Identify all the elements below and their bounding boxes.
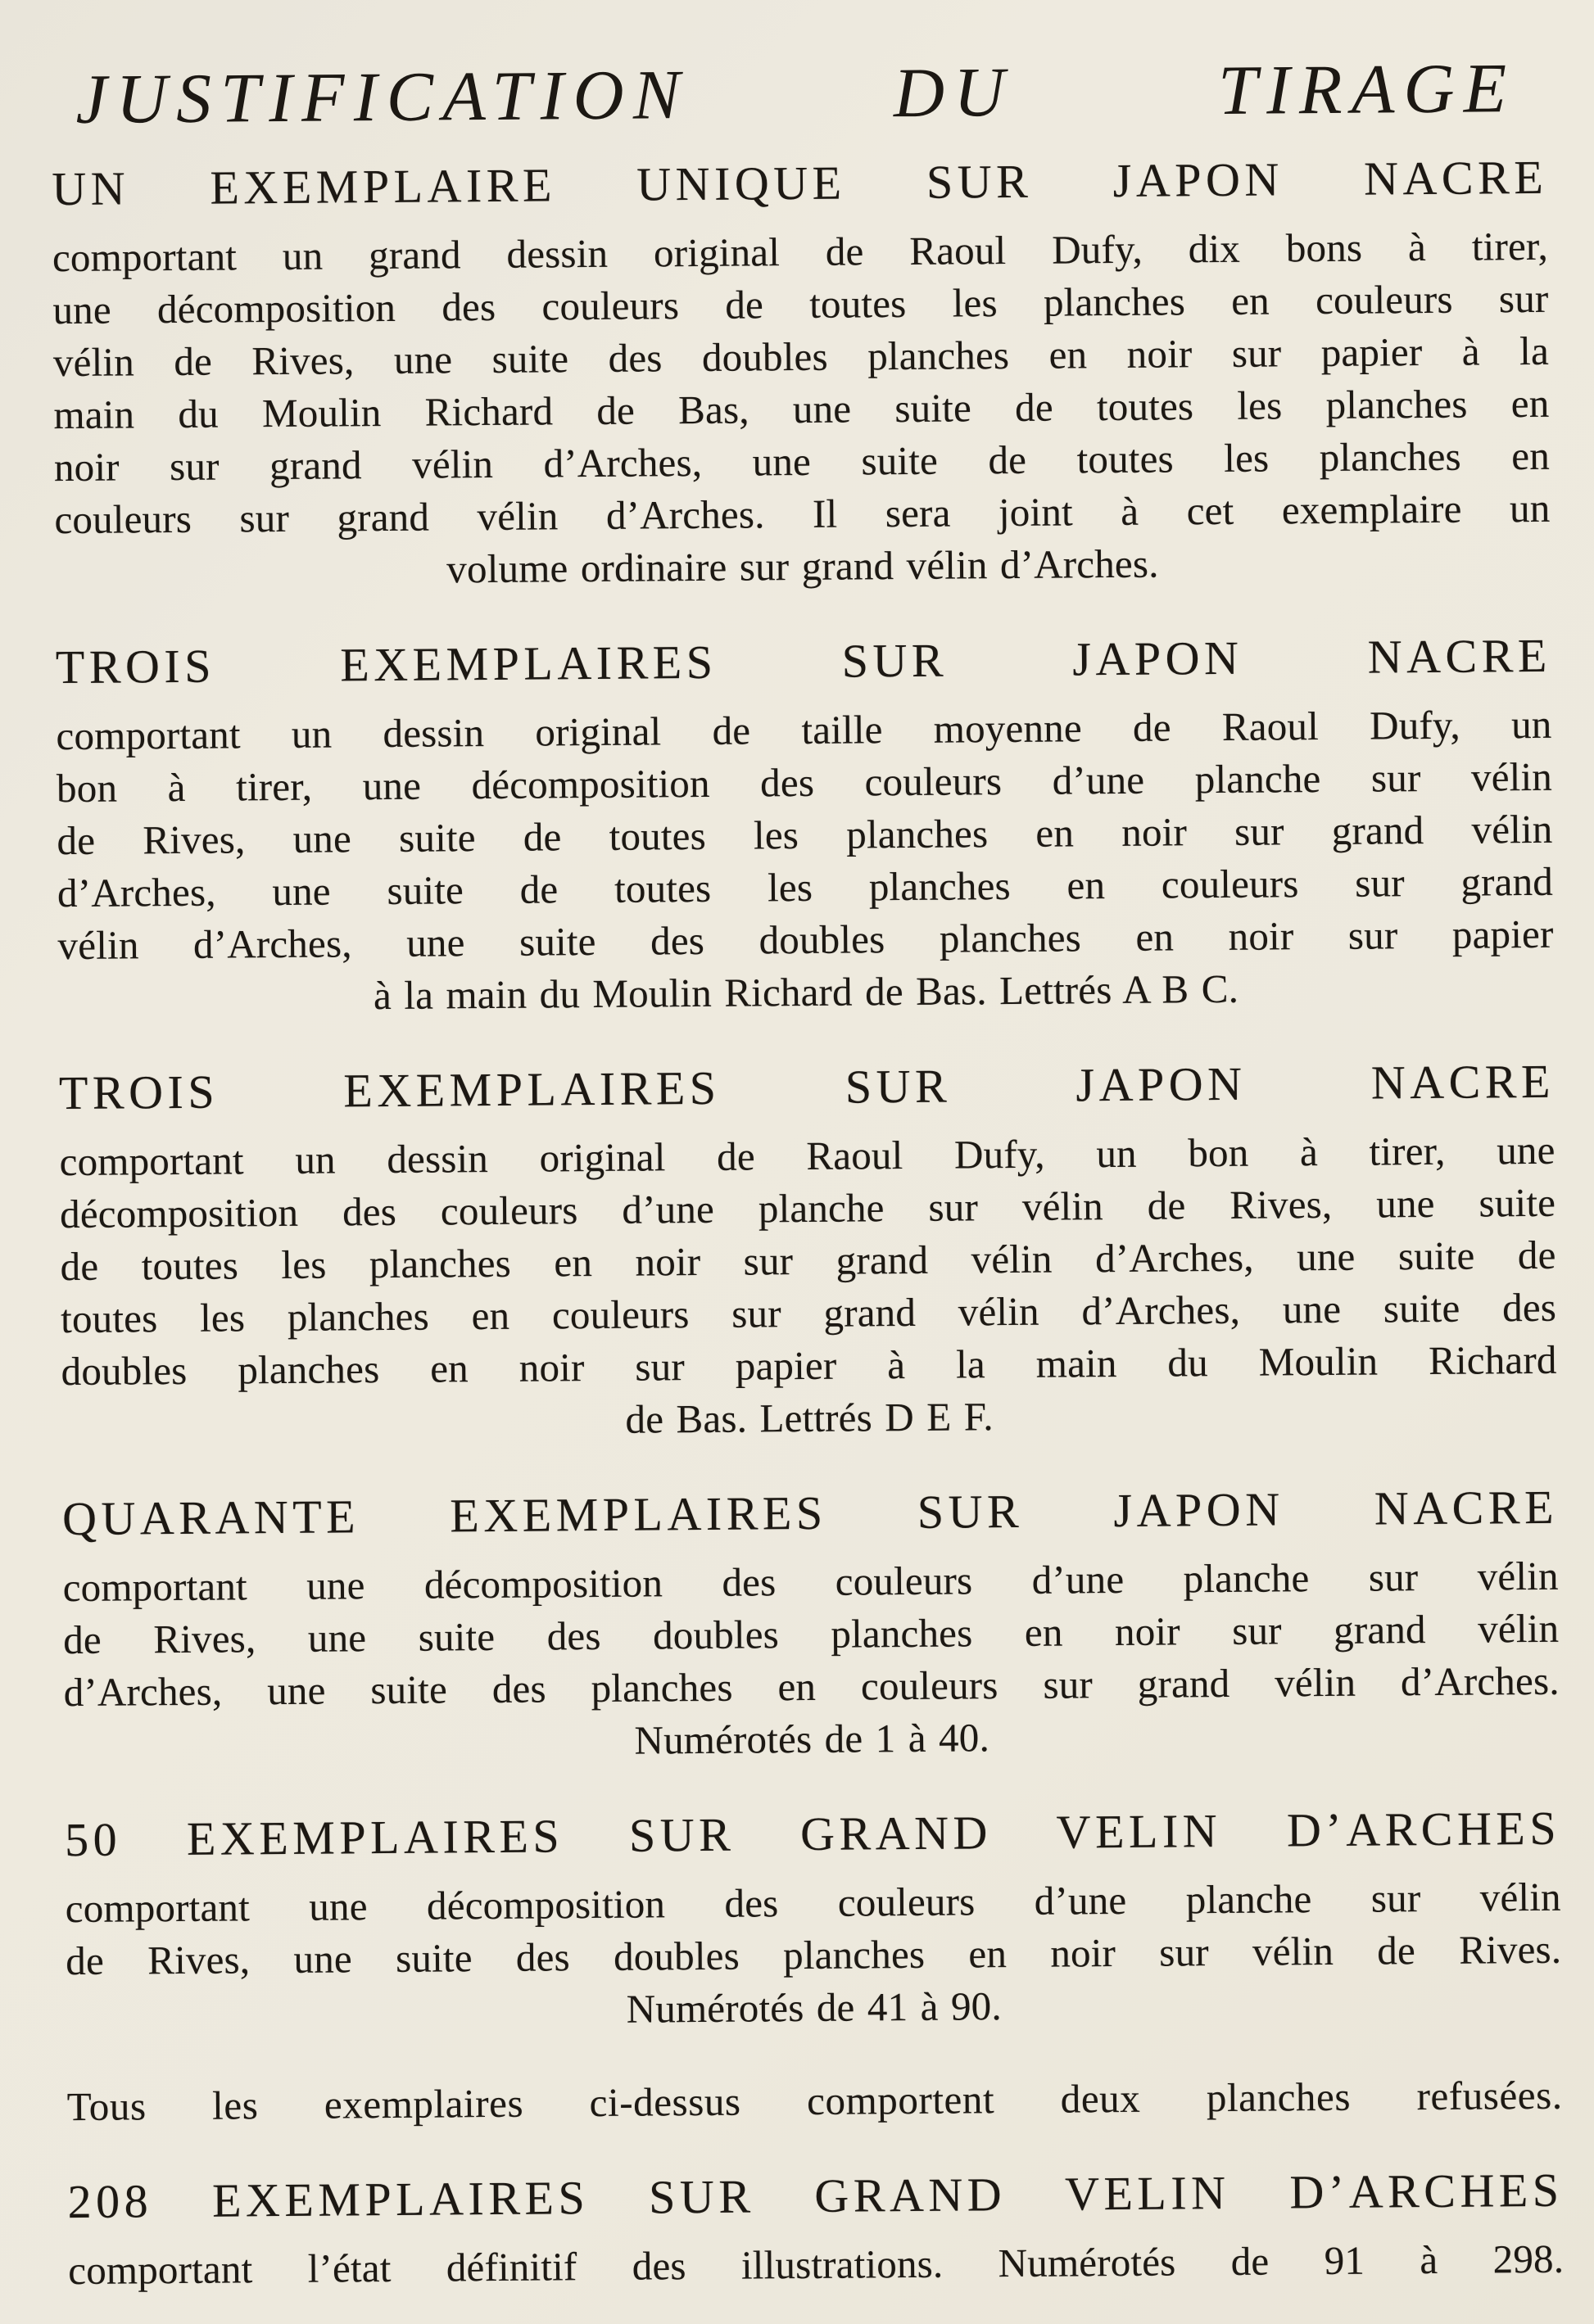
text-line: de Bas. Lettrés D E F. <box>625 1394 994 1442</box>
section-heading: TROIS EXEMPLAIRES SUR JAPON NACRE <box>58 1054 1556 1120</box>
text-line: comportant un grand dessin original de Raoul Dufy, dix bons à tirer, <box>52 223 1549 281</box>
section-heading: 50 EXEMPLAIRES SUR GRAND VELIN D’ARCHES <box>64 1801 1561 1867</box>
colophon-section <box>52 150 1551 599</box>
text-line: comportant un dessin original de Raoul Dufy, un bon à tirer, une <box>59 1127 1556 1185</box>
text-line: comportant un dessin original de taille moyenne de Raoul Dufy, un <box>56 701 1552 759</box>
colophon-section <box>59 1054 1558 1450</box>
page-content <box>51 45 1564 2297</box>
text-line: toutes les planches en couleurs sur grand vélin d’Arches, une suite des <box>60 1284 1557 1342</box>
colophon-section <box>56 628 1555 1024</box>
text-line: main du Moulin Richard de Bas, une suite de toutes les planches en <box>53 380 1550 438</box>
text-line: de Rives, une suite des doubles planches en noir sur vélin de Rives. <box>66 1926 1562 1984</box>
text-line: comportant une décomposition des couleurs d’une planche sur vélin <box>62 1553 1559 1611</box>
text-line: de Rives, une suite des doubles planches en noir sur grand vélin <box>62 1605 1560 1663</box>
section-heading: TROIS EXEMPLAIRES SUR JAPON NACRE <box>55 628 1552 694</box>
text-line: Numérotés de 41 à 90. <box>626 1983 1003 2032</box>
colophon-section <box>65 1801 1562 2040</box>
text-line: couleurs sur grand vélin d’Arches. Il sera joint à cet exemplaire un <box>54 485 1551 543</box>
text-line: d’Arches, une suite de toutes les planches en couleurs sur grand <box>57 858 1554 916</box>
text-line: doubles planches en noir sur papier à la main du Moulin Richard <box>61 1336 1557 1395</box>
text-line: décomposition des couleurs d’une planche sur vélin de Rives, une suite <box>59 1179 1556 1237</box>
text-line: à la main du Moulin Richard de Bas. Lettrés A B C. <box>373 965 1239 1019</box>
section-heading: 208 EXEMPLAIRES SUR GRAND VELIN D’ARCHES <box>67 2163 1564 2229</box>
text-line: de toutes les planches en noir sur grand vélin d’Arches, une suite de <box>60 1232 1556 1290</box>
colophon-section <box>62 1480 1560 1771</box>
text-line: noir sur grand vélin d’Arches, une suite de toutes les planches en <box>53 432 1551 491</box>
section-heading: QUARANTE EXEMPLAIRES SUR JAPON NACRE <box>61 1480 1559 1546</box>
text-line: une décomposition des couleurs de toutes les planches en couleurs sur <box>52 275 1549 333</box>
text-line: d’Arches, une suite des planches en couleurs sur grand vélin d’Arches. <box>63 1657 1560 1716</box>
colophon-sections <box>52 150 1564 2297</box>
text-line: bon à tirer, une décomposition des couleurs d’une planche sur vélin <box>56 753 1553 812</box>
text-line: comportant l’état définitif des illustrations. Numérotés de 91 à 298. <box>68 2236 1565 2294</box>
text-line: de Rives, une suite de toutes les planches en noir sur grand vélin <box>57 806 1553 864</box>
colophon-note-section <box>66 2069 1562 2133</box>
text-line: Numérotés de 1 à 40. <box>634 1715 990 1763</box>
text-line: volume ordinaire sur grand vélin d’Arches. <box>446 540 1159 592</box>
page-title: JUSTIFICATION DU TIRAGE <box>75 48 1516 138</box>
text-line: vélin d’Arches, une suite des doubles planches en noir sur papier <box>57 911 1554 969</box>
text-line: vélin de Rives, une suite des doubles planches en noir sur papier à la <box>52 328 1550 386</box>
section-heading: UN EXEMPLAIRE UNIQUE SUR JAPON NACRE <box>52 150 1548 216</box>
text-line: comportant une décomposition des couleurs d’une planche sur vélin <box>65 1874 1561 1932</box>
text-line: Tous les exemplaires ci-dessus comportent deux planches refusées. <box>66 2072 1563 2130</box>
colophon-section <box>67 2163 1564 2297</box>
